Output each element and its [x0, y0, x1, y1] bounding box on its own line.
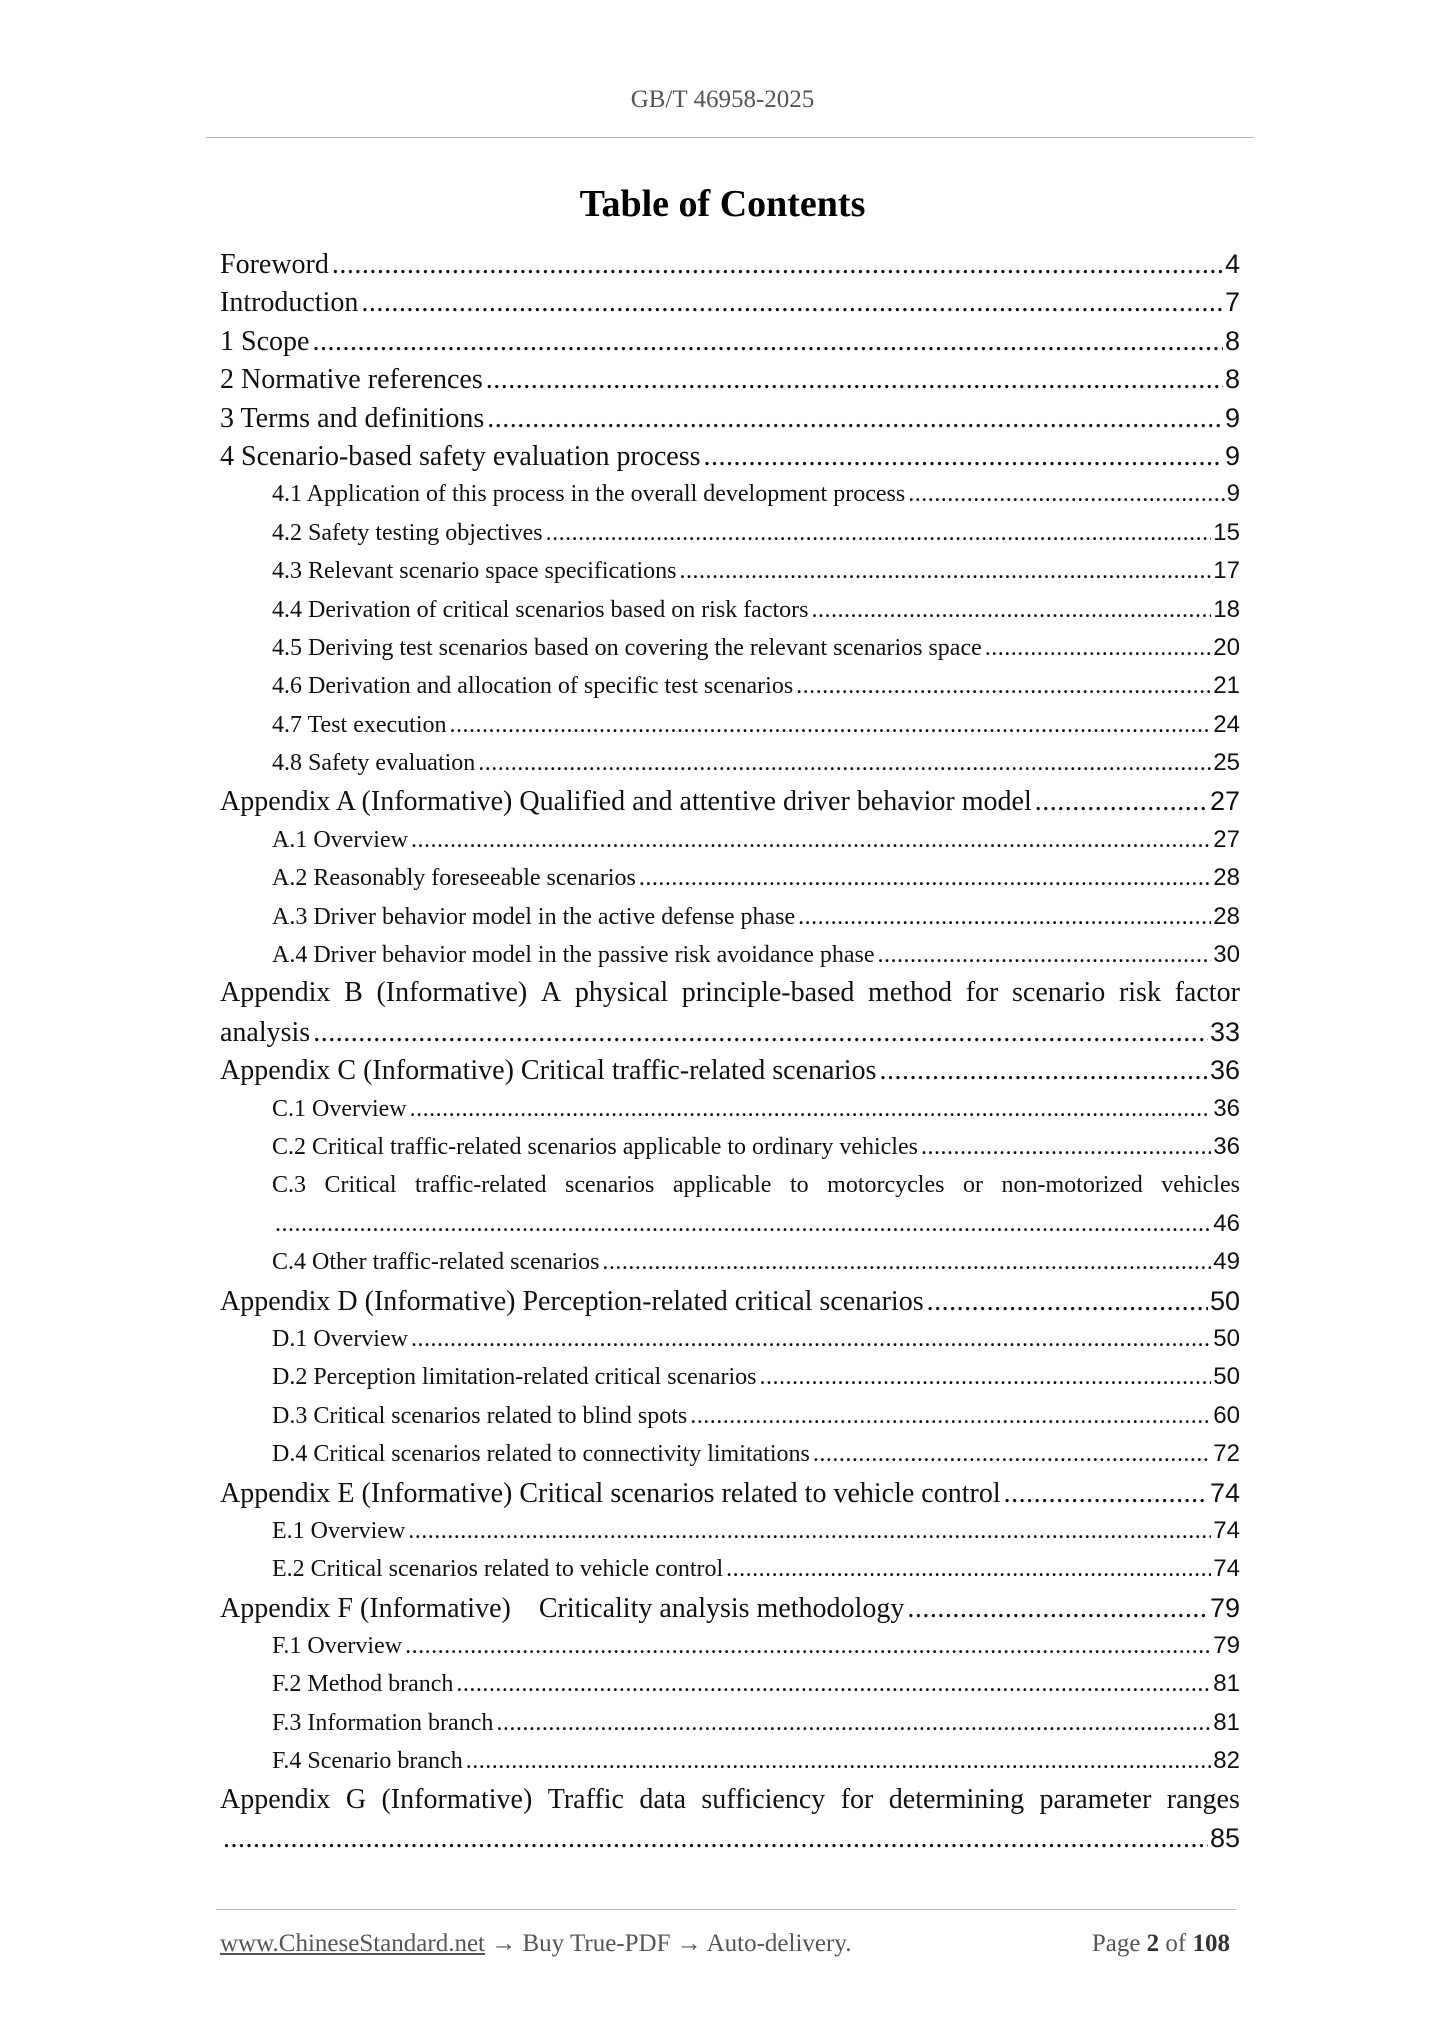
- page-indicator: [1092, 1930, 1230, 1958]
- toc-entry-title: 3 Terms and definitions: [220, 402, 485, 434]
- footer-left: [220, 1930, 851, 1958]
- toc-page-number: 81: [1213, 1670, 1240, 1698]
- toc-subentry[interactable]: [220, 1090, 1240, 1128]
- toc-page-number: 8: [1224, 325, 1240, 356]
- toc-page-number: 72: [1213, 1440, 1240, 1468]
- toc-entry-word: Appendix: [220, 1783, 331, 1815]
- toc-entry-title: E.2 Critical scenarios related to vehicle control: [272, 1556, 724, 1583]
- dot-leader: [313, 1014, 1208, 1052]
- toc-page-number: 81: [1213, 1708, 1240, 1736]
- toc-entry-title: A.2 Reasonably foreseeable scenarios: [272, 865, 636, 892]
- toc-entry[interactable]: [220, 437, 1240, 475]
- toc-entry-title: D.2 Perception limitation-related critical scenarios: [272, 1364, 757, 1391]
- dot-leader: [312, 323, 1223, 361]
- toc-entry-word: to: [789, 1172, 809, 1199]
- toc-page-number: 74: [1213, 1516, 1240, 1544]
- toc-entry-title: analysis: [220, 1016, 311, 1048]
- toc-subentry[interactable]: [220, 1205, 1240, 1243]
- toc-page-number: 9: [1226, 480, 1240, 508]
- toc-entry-title: 4.5 Deriving test scenarios based on covering the relevant scenarios space: [272, 634, 982, 661]
- toc-page-number: 50: [1209, 1285, 1240, 1316]
- toc-entry-title: 4.6 Derivation and allocation of specific test scenarios: [272, 673, 794, 700]
- toc-entry[interactable]: [220, 283, 1240, 321]
- toc-entry-word: traffic-related: [415, 1172, 547, 1199]
- toc-page-number: 60: [1213, 1401, 1240, 1429]
- toc-subentry[interactable]: [220, 475, 1240, 513]
- toc-entry[interactable]: [220, 1013, 1240, 1051]
- toc-entry-title: A.1 Overview: [272, 826, 408, 853]
- toc-entry-word: factor: [1174, 977, 1240, 1009]
- dot-leader: [456, 1665, 1211, 1703]
- dot-leader: [332, 246, 1223, 284]
- toc-entry-title: 4.3 Relevant scenario space specifications: [272, 558, 677, 585]
- toc-entry-title: C.2 Critical traffic-related scenarios applicable to ordinary vehicles: [272, 1133, 918, 1160]
- toc-page-number: 33: [1209, 1016, 1240, 1047]
- arrow-icon: →: [676, 1930, 702, 1957]
- toc-entry-word: parameter: [1039, 1783, 1152, 1815]
- toc-entry-title: 4.4 Derivation of critical scenarios based on risk factors: [272, 596, 809, 623]
- dot-leader: [405, 1627, 1211, 1665]
- toc-entry-word: or: [962, 1172, 983, 1199]
- toc-entry-title: D.1 Overview: [272, 1325, 408, 1352]
- dot-leader: [223, 1820, 1208, 1858]
- toc-entry-title: E.1 Overview: [272, 1517, 406, 1544]
- page-title: Table of Contents: [579, 183, 866, 225]
- toc-entry-word: determining: [888, 1783, 1025, 1815]
- dot-leader: [486, 361, 1223, 399]
- toc-subentry[interactable]: [220, 1665, 1240, 1703]
- toc-entry-line: [220, 974, 1240, 1012]
- toc-page-number: 21: [1213, 672, 1240, 700]
- toc-entry-line: [220, 1166, 1240, 1204]
- toc-entry-word: scenario: [1012, 977, 1106, 1009]
- toc-entry-title: D.3 Critical scenarios related to blind spots: [272, 1402, 688, 1429]
- toc-entry-word: for: [965, 977, 999, 1009]
- toc-subentry[interactable]: [220, 1704, 1240, 1742]
- toc-subentry[interactable]: [220, 667, 1240, 705]
- toc-entry-word: principle-based: [681, 977, 855, 1009]
- toc-page-number: 36: [1213, 1132, 1240, 1160]
- toc-entry-word: B: [344, 977, 363, 1009]
- dot-leader: [546, 514, 1212, 552]
- toc-subentry[interactable]: [220, 859, 1240, 897]
- toc-entry-title: D.4 Critical scenarios related to connectivity limitations: [272, 1441, 810, 1468]
- dot-leader: [908, 475, 1224, 513]
- toc-entry-text: [220, 1781, 1240, 1819]
- toc-subentry[interactable]: [220, 1742, 1240, 1780]
- dot-leader: [450, 706, 1212, 744]
- toc-subentry[interactable]: [220, 629, 1240, 667]
- dot-leader: [877, 936, 1211, 974]
- dot-leader: [726, 1550, 1211, 1588]
- header-divider: [206, 137, 1254, 138]
- toc-page-number: 50: [1213, 1363, 1240, 1391]
- toc-entry-text: [272, 1166, 1240, 1204]
- toc-page-number: 24: [1213, 710, 1240, 738]
- toc-page-number: 30: [1213, 941, 1240, 969]
- dot-leader: [879, 1052, 1208, 1090]
- toc-entry-word: non-motorized: [1001, 1172, 1143, 1199]
- toc-entry[interactable]: [220, 399, 1240, 437]
- toc-entry-title: F.3 Information branch: [272, 1709, 494, 1736]
- toc-page-number: 20: [1213, 633, 1240, 661]
- dot-leader: [985, 629, 1212, 667]
- dot-leader: [466, 1742, 1212, 1780]
- dot-leader: [1004, 1475, 1208, 1513]
- toc-page-number: 36: [1213, 1094, 1240, 1122]
- dot-leader: [410, 1090, 1212, 1128]
- toc-entry[interactable]: [220, 1051, 1240, 1089]
- toc-entry-title: 2 Normative references: [220, 364, 483, 396]
- toc-entry-title: A.3 Driver behavior model in the active defense phase: [272, 903, 796, 930]
- toc-entry-word: scenarios: [565, 1172, 655, 1199]
- toc-subentry[interactable]: [220, 1435, 1240, 1473]
- dot-leader: [487, 400, 1223, 438]
- toc-entry-word: Appendix: [220, 977, 331, 1009]
- toc-entry-title: F.4 Scenario branch: [272, 1748, 463, 1775]
- toc-entry-title: 4 Scenario-based safety evaluation process: [220, 440, 701, 472]
- dot-leader: [1035, 783, 1208, 821]
- toc-entry-word: sufficiency: [701, 1783, 826, 1815]
- toc-entry-word: data: [639, 1783, 686, 1815]
- page-total: 108: [1192, 1930, 1230, 1957]
- website-link[interactable]: www.ChineseStandard.net: [220, 1930, 485, 1957]
- toc-entry-title: Foreword: [220, 249, 329, 280]
- toc-entry[interactable]: [220, 1589, 1240, 1627]
- toc-entry-title: 4.8 Safety evaluation: [272, 750, 476, 777]
- toc-subentry[interactable]: [220, 1397, 1240, 1435]
- toc-entry-word: vehicles: [1161, 1172, 1240, 1199]
- dot-leader: [408, 1512, 1211, 1550]
- toc-page-number: 82: [1213, 1747, 1240, 1775]
- toc-page-number: 46: [1213, 1209, 1240, 1237]
- dot-leader: [680, 552, 1212, 590]
- toc-subentry[interactable]: [220, 1243, 1240, 1281]
- table-of-contents: [220, 245, 1240, 1857]
- toc-subentry[interactable]: [220, 898, 1240, 936]
- toc-entry[interactable]: [220, 1819, 1240, 1857]
- dot-leader: [798, 898, 1211, 936]
- dot-leader: [921, 1128, 1211, 1166]
- toc-entry-word: applicable: [672, 1172, 772, 1199]
- toc-entry-title: F.1 Overview: [272, 1633, 403, 1660]
- dot-leader: [796, 667, 1211, 705]
- dot-leader: [813, 1435, 1211, 1473]
- toc-page-number: 4: [1224, 249, 1240, 279]
- toc-page-number: 8: [1224, 364, 1240, 395]
- toc-subentry[interactable]: [220, 744, 1240, 782]
- toc-subentry[interactable]: [220, 514, 1240, 552]
- toc-page-number: 18: [1213, 595, 1240, 623]
- toc-page-number: 28: [1213, 864, 1240, 892]
- toc-entry[interactable]: [220, 1282, 1240, 1320]
- footer-divider: [216, 1909, 1236, 1910]
- toc-page-number: 74: [1209, 1477, 1240, 1508]
- auto-delivery-text: Auto-delivery.: [706, 1930, 852, 1957]
- toc-entry[interactable]: [220, 245, 1240, 283]
- toc-entry-title: Appendix A (Informative) Qualified and attentive driver behavior model: [220, 786, 1032, 818]
- toc-subentry[interactable]: [220, 591, 1240, 629]
- toc-page-number: 9: [1224, 402, 1240, 433]
- toc-entry-word: Critical: [324, 1172, 397, 1199]
- toc-page-number: 27: [1209, 786, 1240, 817]
- toc-page-number: 50: [1213, 1324, 1240, 1352]
- toc-entry-word: ranges: [1166, 1783, 1240, 1815]
- page-of: of: [1165, 1930, 1187, 1957]
- toc-entry-word: (Informative): [381, 1783, 533, 1815]
- dot-leader: [703, 438, 1222, 476]
- toc-entry-text: [220, 974, 1240, 1012]
- toc-entry-title: F.2 Method branch: [272, 1671, 454, 1698]
- toc-entry-title: Appendix F (Informative) Criticality analysis methodology: [220, 1592, 905, 1624]
- toc-entry-word: physical: [574, 977, 669, 1009]
- toc-page-number: 36: [1209, 1055, 1240, 1086]
- toc-entry-word: for: [840, 1783, 874, 1815]
- toc-page-number: 85: [1209, 1823, 1240, 1854]
- toc-entry[interactable]: [220, 782, 1240, 820]
- dot-leader: [811, 591, 1211, 629]
- toc-page-number: 79: [1213, 1632, 1240, 1660]
- toc-entry-title: A.4 Driver behavior model in the passive risk avoidance phase: [272, 942, 875, 969]
- toc-page-number: 74: [1213, 1555, 1240, 1583]
- dot-leader: [690, 1397, 1211, 1435]
- dot-leader: [602, 1243, 1211, 1281]
- toc-subentry[interactable]: [220, 1358, 1240, 1396]
- toc-page-number: 49: [1213, 1248, 1240, 1276]
- toc-entry-line: [220, 1781, 1240, 1819]
- page-label: Page: [1091, 1930, 1141, 1957]
- toc-entry-word: motorcycles: [827, 1172, 945, 1199]
- page-current: 2: [1146, 1930, 1160, 1957]
- dot-leader: [478, 744, 1211, 782]
- toc-entry-word: A: [540, 977, 562, 1009]
- toc-entry-title: 4.7 Test execution: [272, 711, 447, 738]
- toc-subentry[interactable]: [220, 936, 1240, 974]
- toc-entry-title: C.1 Overview: [272, 1095, 407, 1122]
- dot-leader: [760, 1358, 1212, 1396]
- toc-entry[interactable]: [220, 322, 1240, 360]
- dot-leader: [411, 821, 1211, 859]
- toc-entry-title: Appendix E (Informative) Critical scenarios related to vehicle control: [220, 1477, 1001, 1509]
- dot-leader: [361, 284, 1223, 322]
- buy-pdf-text: Buy True-PDF: [522, 1930, 671, 1957]
- toc-subentry[interactable]: [220, 1128, 1240, 1166]
- toc-page-number: 17: [1213, 557, 1240, 585]
- toc-subentry[interactable]: [220, 821, 1240, 859]
- dot-leader: [639, 859, 1211, 897]
- toc-subentry[interactable]: [220, 552, 1240, 590]
- dot-leader: [927, 1283, 1208, 1321]
- toc-entry-title: Appendix D (Informative) Perception-related critical scenarios: [220, 1285, 924, 1317]
- toc-entry-word: G: [345, 1783, 367, 1815]
- dot-leader: [496, 1704, 1211, 1742]
- document-id-header: GB/T 46958-2025: [630, 86, 815, 113]
- toc-entry-title: 4.1 Application of this process in the overall development process: [272, 481, 906, 508]
- toc-entry-word: Traffic: [547, 1783, 624, 1815]
- toc-page-number: 79: [1209, 1592, 1240, 1623]
- toc-entry-word: (Informative): [376, 977, 528, 1009]
- toc-subentry[interactable]: [220, 1550, 1240, 1588]
- dot-leader: [411, 1320, 1211, 1358]
- toc-entry-title: C.4 Other traffic-related scenarios: [272, 1249, 600, 1276]
- toc-page-number: 27: [1213, 825, 1240, 853]
- toc-subentry[interactable]: [220, 1512, 1240, 1550]
- toc-page-number: 9: [1224, 440, 1240, 471]
- toc-entry-word: method: [868, 977, 953, 1009]
- dot-leader: [907, 1590, 1208, 1628]
- toc-subentry[interactable]: [220, 1627, 1240, 1665]
- toc-entry-title: 1 Scope: [220, 325, 310, 357]
- toc-entry[interactable]: [220, 1474, 1240, 1512]
- toc-entry-title: Appendix C (Informative) Critical traffic-related scenarios: [220, 1055, 877, 1087]
- toc-entry[interactable]: [220, 360, 1240, 398]
- toc-page-number: 25: [1213, 749, 1240, 777]
- toc-entry-word: risk: [1118, 977, 1161, 1009]
- toc-entry-title: Introduction: [220, 287, 359, 319]
- toc-page-number: 28: [1213, 902, 1240, 930]
- arrow-icon: →: [491, 1930, 517, 1957]
- toc-subentry[interactable]: [220, 706, 1240, 744]
- toc-entry-word: C.3: [272, 1172, 307, 1199]
- toc-page-number: 15: [1213, 518, 1240, 546]
- toc-entry-title: 4.2 Safety testing objectives: [272, 519, 543, 546]
- dot-leader: [275, 1205, 1211, 1243]
- toc-page-number: 7: [1224, 287, 1240, 318]
- toc-subentry[interactable]: [220, 1320, 1240, 1358]
